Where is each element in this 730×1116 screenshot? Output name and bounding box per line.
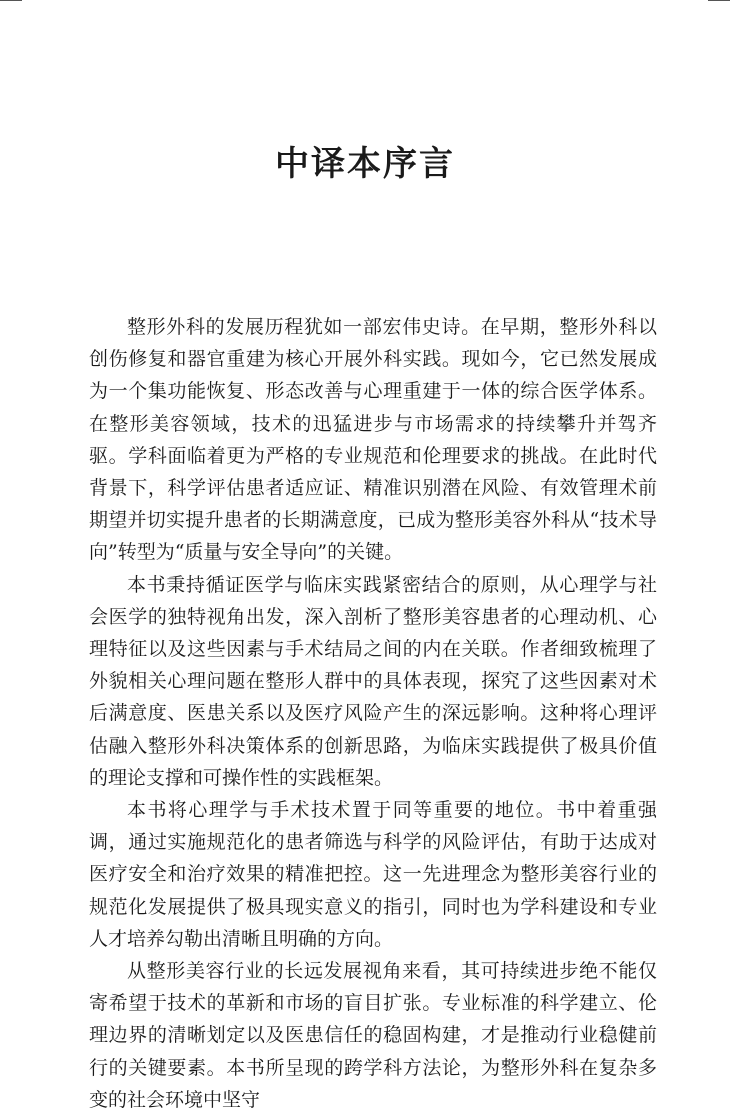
page-title: 中译本序言 bbox=[275, 144, 455, 184]
preface-body bbox=[89, 311, 657, 1116]
crop-mark-right bbox=[708, 0, 730, 1]
crop-mark-left bbox=[0, 0, 22, 1]
paragraph-2: 本书秉持循证医学与临床实践紧密结合的原则，从心理学与社会医学的独特视角出发，深入剖析了整形美容患者的心理动机、心理特征以及这些因素与手术结局之间的内在关联。作者细致梳理了外貌相关心理问题在整形人群中的具体表现，探究了这些因素对术后满意度、医患关系以及医疗风险产生的深远影响。这种将心理评估融入整形外科决策体系的创新思路，为临床实践提供了极具价值的理论支撑和可操作性的实践框架。 bbox=[89, 573, 657, 789]
paragraph-3: 本书将心理学与手术技术置于同等重要的地位。书中着重强调，通过实施规范化的患者筛选与科学的风险评估，有助于达成对医疗安全和治疗效果的精准把控。这一先进理念为整形美容行业的规范化发展提供了极具现实意义的指引，同时也为学科建设和专业人才培养勾勒出清晰且明确的方向。 bbox=[89, 799, 657, 950]
paragraph-1: 整形外科的发展历程犹如一部宏伟史诗。在早期，整形外科以创伤修复和器官重建为核心开展外科实践。现如今，它已然发展成为一个集功能恢复、形态改善与心理重建于一体的综合医学体系。在整形美容领域，技术的迅猛进步与市场需求的持续攀升并驾齐驱。学科面临着更为严格的专业规范和伦理要求的挑战。在此时代背景下，科学评估患者适应证、精准识别潜在风险、有效管理术前期望并切实提升患者的长期满意度，已成为整形美容外科从“技术导向”转型为“质量与安全导向”的关键。 bbox=[89, 316, 657, 564]
paragraph-4: 从整形美容行业的长远发展视角来看，其可持续进步绝不能仅寄希望于技术的革新和市场的盲目扩张。专业标准的科学建立、伦理边界的清晰划定以及医患信任的稳固构建，才是推动行业稳健前行的关键要素。本书所呈现的跨学科方法论，为整形外科在复杂多变的社会环境中坚守 bbox=[89, 960, 657, 1111]
